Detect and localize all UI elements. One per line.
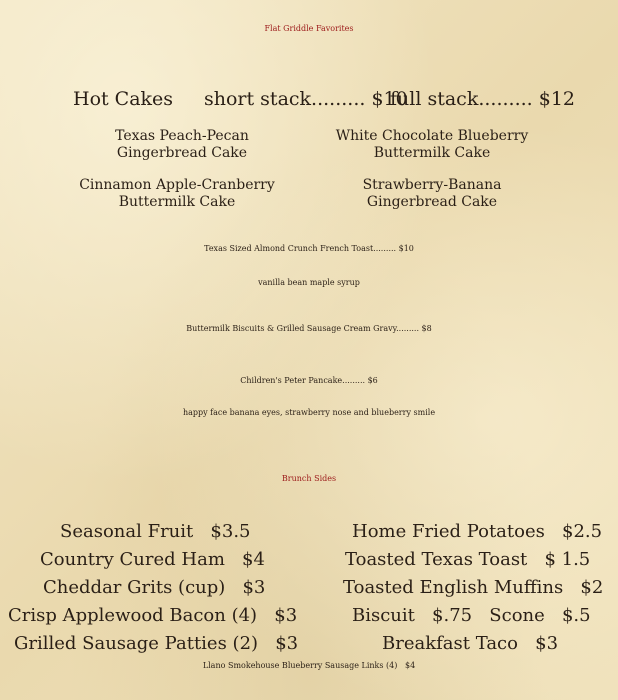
- side-item: Toasted English Muffins $2: [343, 577, 604, 598]
- side-item: Crisp Applewood Bacon (4) $3: [8, 605, 298, 626]
- hotcake-flavor: Cinnamon Apple-Cranberry Buttermilk Cake: [79, 177, 275, 210]
- side-item: Country Cured Ham $4: [40, 549, 265, 570]
- menu-title: Flat Griddle Favorites: [264, 24, 354, 33]
- childrens-pancake-note: happy face banana eyes, strawberry nose and blueberry smile: [182, 408, 436, 417]
- hotcakes-name: Hot Cakes: [73, 88, 174, 110]
- side-item: Cheddar Grits (cup) $3: [43, 577, 266, 598]
- hotcake-flavor: Strawberry-Banana Gingerbread Cake: [362, 177, 502, 210]
- biscuits-gravy-item: Buttermilk Biscuits & Grilled Sausage Cream Gravy......... $8: [186, 324, 432, 333]
- french-toast-note: vanilla bean maple syrup: [258, 278, 360, 287]
- hotcake-flavor: White Chocolate Blueberry Buttermilk Cake: [335, 128, 529, 161]
- side-item: Seasonal Fruit $3.5: [60, 521, 251, 542]
- childrens-pancake-item: Children's Peter Pancake......... $6: [240, 376, 378, 385]
- side-item: Grilled Sausage Patties (2) $3: [14, 633, 299, 654]
- sides-title: Brunch Sides: [281, 474, 337, 483]
- hotcake-flavor: Texas Peach-Pecan Gingerbread Cake: [115, 128, 249, 161]
- hotcakes-full-stack-price: full stack......... $12: [390, 88, 575, 110]
- hotcakes-short-stack-price: short stack......... $10: [204, 88, 408, 110]
- side-item: Llano Smokehouse Blueberry Sausage Links (4) $4: [202, 661, 416, 670]
- side-item: Breakfast Taco $3: [382, 633, 559, 654]
- side-item: Biscuit $.75 Scone $.5: [352, 605, 591, 626]
- side-item: Home Fried Potatoes $2.5: [352, 521, 603, 542]
- side-item: Toasted Texas Toast $ 1.5: [345, 549, 591, 570]
- french-toast-item: Texas Sized Almond Crunch French Toast......... $10: [204, 244, 414, 253]
